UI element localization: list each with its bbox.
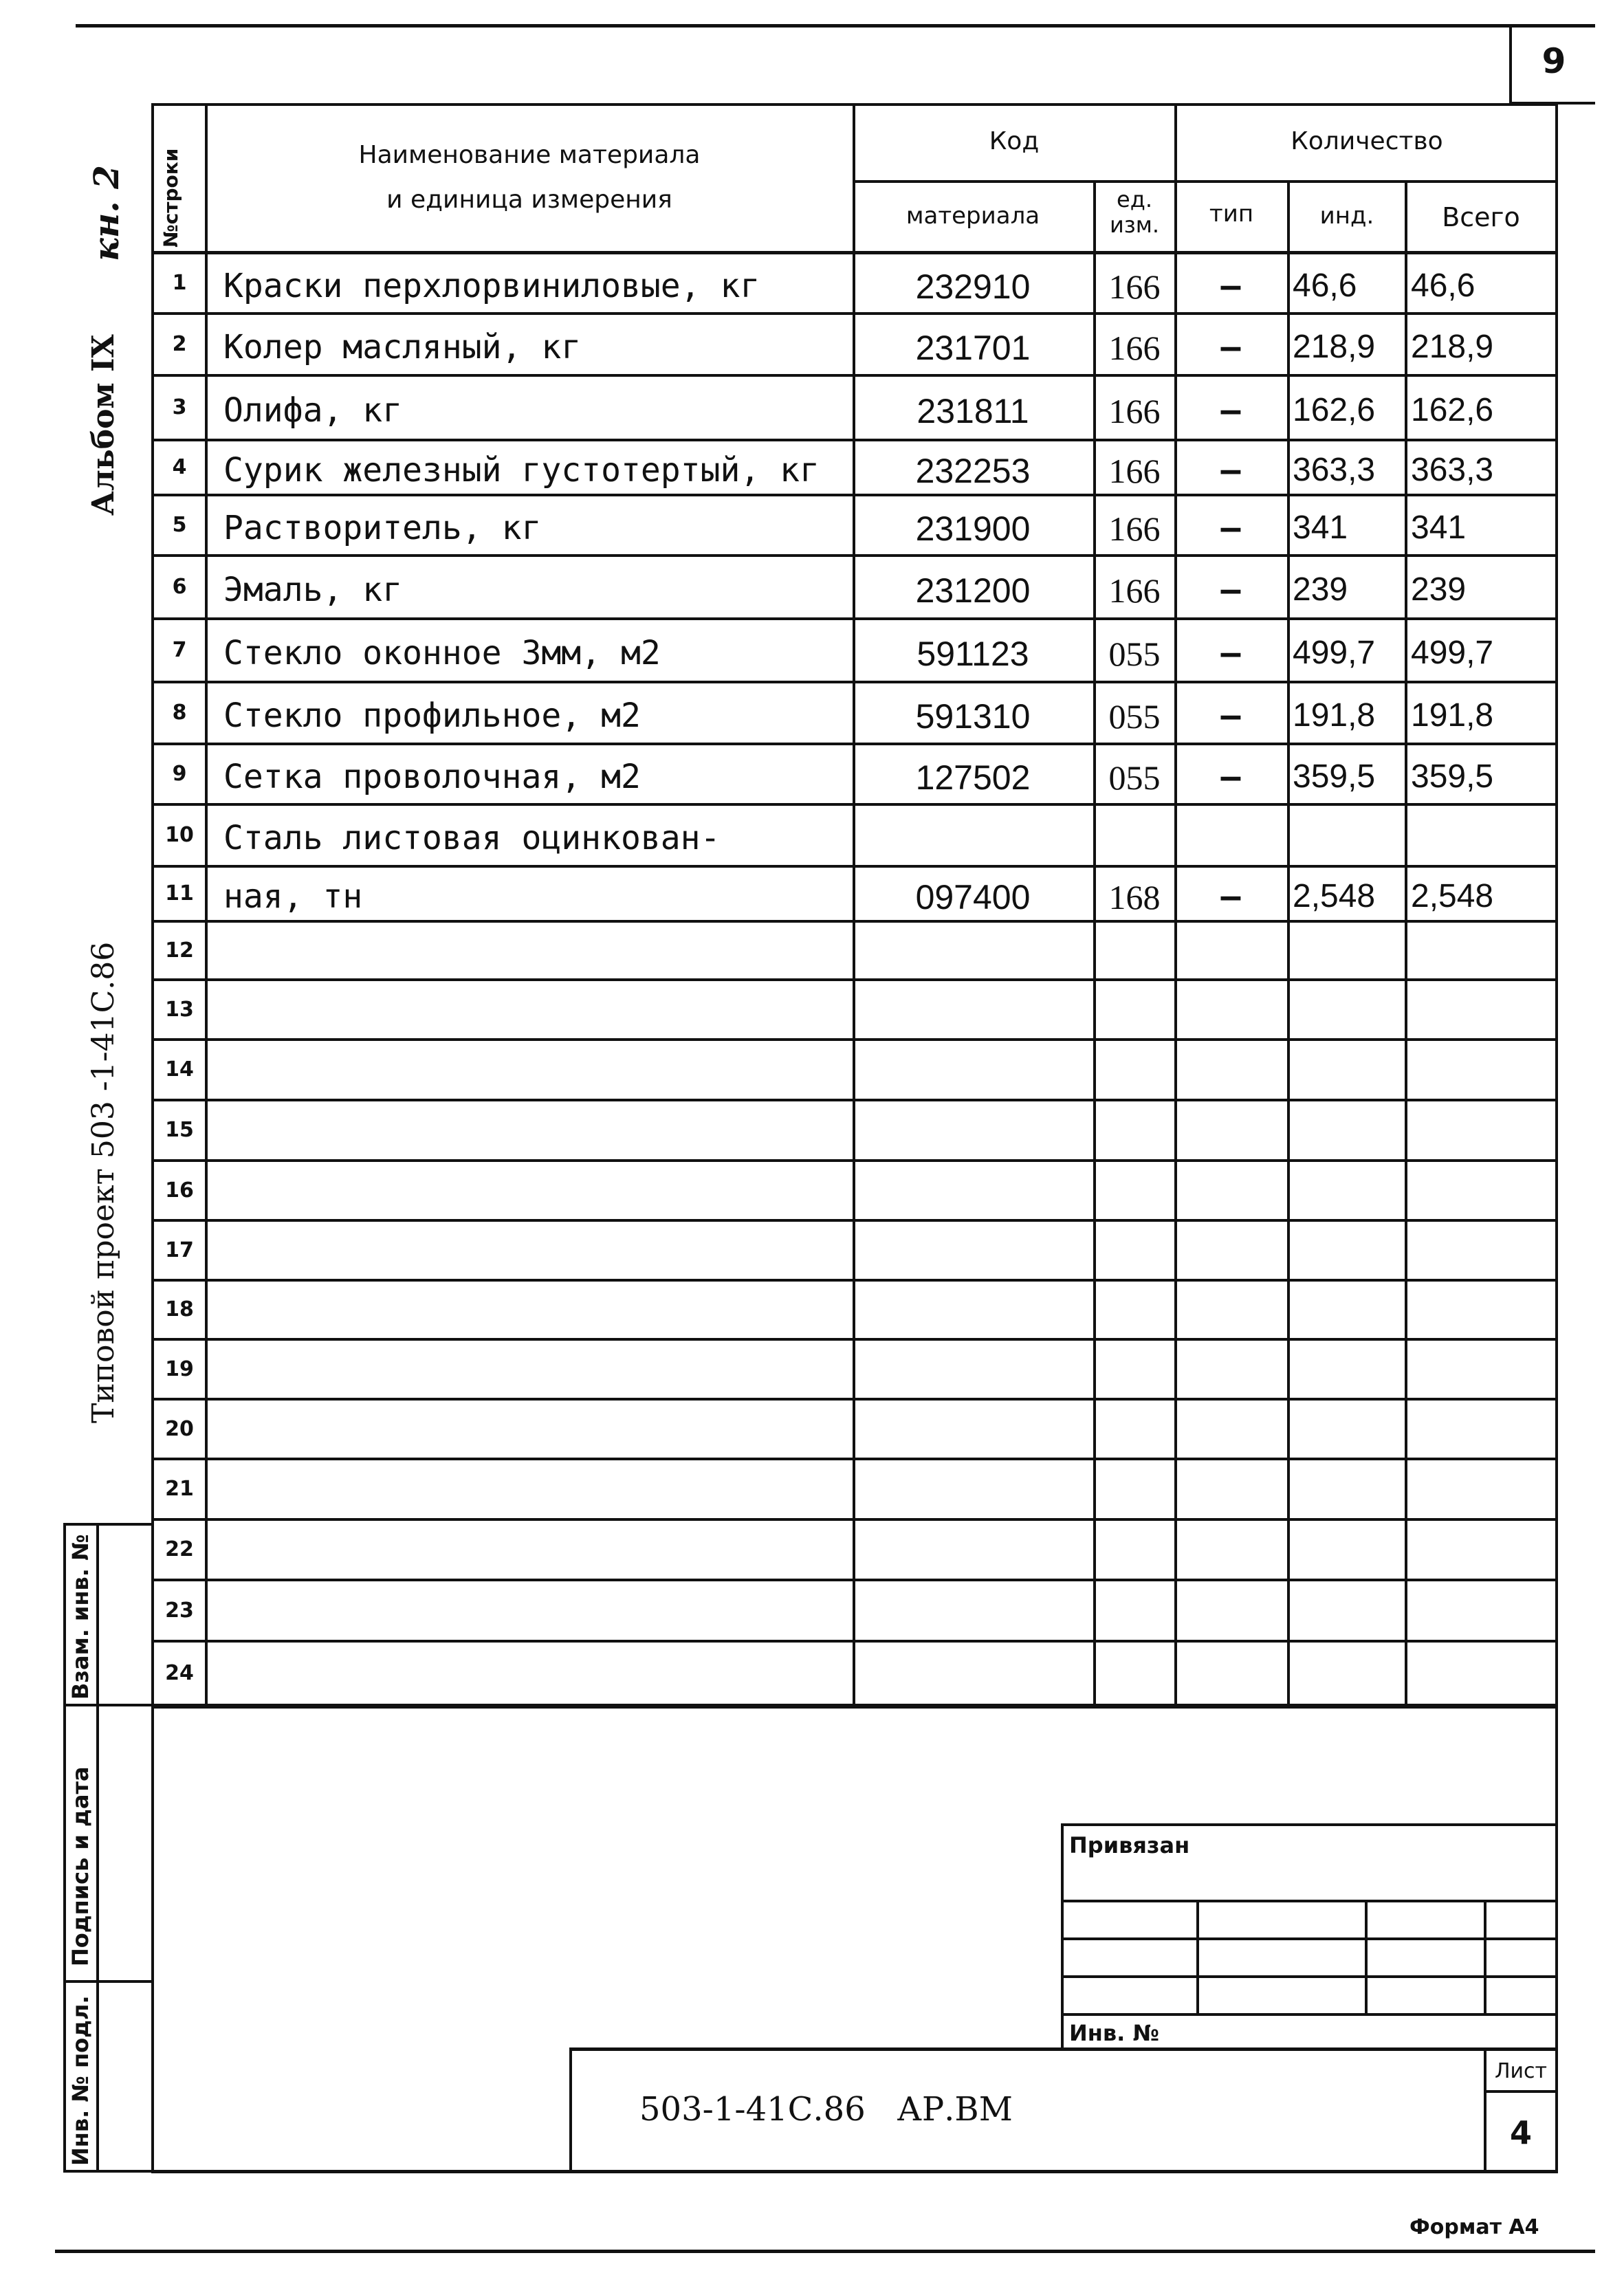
type-value: –: [1220, 696, 1241, 735]
tb-list-sep: [1484, 2090, 1558, 2093]
type-value: –: [1220, 509, 1241, 547]
header-kod: Код: [989, 127, 1040, 155]
ind-quantity: 46,6: [1293, 267, 1357, 304]
row-number: 1: [172, 271, 187, 295]
row-number: 4: [172, 455, 187, 479]
page-bottom: [151, 2170, 1558, 2173]
inv-podl-label: Инв. № подл.: [67, 1995, 94, 2166]
stamp-col-bottom: [63, 2170, 153, 2173]
row-separator: [151, 803, 1558, 806]
total-quantity: 341: [1411, 509, 1467, 546]
material-name: Стекло профильное, м2: [223, 696, 641, 735]
row-separator: [151, 617, 1558, 620]
row-separator: [151, 978, 1558, 981]
row-separator: [151, 1458, 1558, 1460]
row-number: 22: [165, 1537, 194, 1561]
row-number: 13: [165, 997, 194, 1022]
unit-code: 166: [1108, 392, 1161, 430]
row-separator: [151, 439, 1558, 441]
list-label: Лист: [1494, 2059, 1548, 2083]
stamp-col-top: [63, 1523, 153, 1526]
col-line-name: [853, 103, 855, 1707]
inv-no-label: Инв. №: [1069, 2020, 1159, 2046]
material-code: 232253: [915, 452, 1031, 490]
page-number: 9: [1541, 41, 1566, 81]
tb-line-1: [1061, 1823, 1558, 1826]
material-name: Сурик железный густотертый, кг: [223, 451, 820, 490]
material-name: Краски перхлорвиниловые, кг: [223, 267, 760, 305]
row-number: 12: [165, 938, 194, 963]
ind-quantity: 218,9: [1293, 329, 1376, 365]
row-number: 9: [172, 762, 187, 786]
side-book-label: кн. 2: [86, 165, 127, 261]
table-left: [151, 103, 154, 2173]
row-separator: [151, 1518, 1558, 1521]
tb-vline-3: [1365, 1900, 1368, 2013]
material-name: Растворитель, кг: [223, 509, 542, 547]
type-value: –: [1220, 571, 1241, 609]
type-value: –: [1220, 634, 1241, 672]
total-quantity: 363,3: [1411, 452, 1494, 488]
row-number: 14: [165, 1057, 194, 1081]
header-material: материала: [906, 202, 1040, 230]
header-ind: инд.: [1319, 202, 1374, 230]
total-quantity: 218,9: [1411, 329, 1494, 365]
row-number: 15: [165, 1118, 194, 1142]
row-number: 21: [165, 1477, 194, 1501]
table-right: [1555, 103, 1558, 2173]
total-quantity: 239: [1411, 571, 1467, 608]
material-code: 231701: [915, 329, 1031, 367]
material-name: Колер масляный, кг: [223, 328, 582, 366]
unit-code: 166: [1108, 267, 1161, 306]
header-ed-izm: ед. изм.: [1109, 186, 1160, 238]
ind-quantity: 2,548: [1293, 878, 1376, 914]
row-separator: [151, 1159, 1558, 1162]
unit-code: 166: [1108, 509, 1161, 548]
page-number-box-left: [1509, 24, 1512, 103]
row-separator: [151, 743, 1558, 745]
total-quantity: 46,6: [1411, 267, 1475, 304]
ind-quantity: 363,3: [1293, 452, 1376, 488]
total-quantity: 162,6: [1411, 392, 1494, 428]
row-separator: [151, 312, 1558, 315]
format-label: Формат А4: [1409, 2215, 1539, 2239]
stamp-col-divider: [96, 1523, 99, 2173]
material-code: 231200: [915, 571, 1031, 610]
material-name: ная, тн: [223, 877, 363, 916]
header-tip: тип: [1209, 200, 1254, 228]
material-code: 232910: [915, 267, 1031, 306]
type-value: –: [1220, 391, 1241, 430]
document-code: 503-1-41С.86 АР.ВМ: [639, 2090, 1013, 2129]
material-name: Олифа, кг: [223, 391, 403, 430]
row-separator: [151, 1219, 1558, 1222]
material-name: Эмаль, кг: [223, 571, 403, 609]
row-number: 7: [172, 638, 187, 662]
header-vsego: Всего: [1442, 202, 1520, 232]
ind-quantity: 191,8: [1293, 697, 1376, 734]
ind-quantity: 359,5: [1293, 758, 1376, 795]
type-value: –: [1220, 328, 1241, 366]
row-separator: [151, 1704, 1558, 1706]
side-album-label: Альбом IX: [86, 334, 121, 516]
total-quantity: 359,5: [1411, 758, 1494, 795]
row-number: 3: [172, 395, 187, 419]
subheader-line: [853, 180, 1558, 183]
row-number: 10: [165, 823, 194, 847]
row-separator: [151, 865, 1558, 868]
material-code: 097400: [915, 878, 1031, 916]
ind-quantity: 162,6: [1293, 392, 1376, 428]
row-number: 6: [172, 575, 187, 599]
total-quantity: 499,7: [1411, 635, 1494, 671]
tb-vline-code-left: [569, 2047, 572, 2173]
tb-vline-4: [1484, 1900, 1486, 2013]
row-separator: [151, 920, 1558, 923]
row-number: 19: [165, 1357, 194, 1381]
row-number: 11: [165, 881, 194, 905]
material-name: Сетка проволочная, м2: [223, 758, 641, 796]
material-code: 127502: [915, 758, 1031, 797]
row-separator: [151, 1579, 1558, 1581]
vzam-inv-label: Взам. инв. №: [67, 1534, 94, 1700]
row-separator: [151, 494, 1558, 496]
row-separator: [151, 1398, 1558, 1401]
unit-code: 168: [1108, 878, 1161, 916]
header-name-line2: и единица измерения: [386, 186, 672, 214]
header-name-line1: Наименование материала: [358, 141, 701, 169]
material-code: 591310: [915, 697, 1031, 736]
header-row-no: №строки: [160, 148, 182, 248]
type-value: –: [1220, 451, 1241, 490]
total-quantity: 191,8: [1411, 697, 1494, 734]
unit-code: 055: [1108, 697, 1161, 736]
row-separator: [151, 1338, 1558, 1341]
ind-quantity: 499,7: [1293, 635, 1376, 671]
row-number: 24: [165, 1660, 194, 1685]
ind-quantity: 341: [1293, 509, 1348, 546]
col-line-num: [205, 103, 208, 1707]
type-value: –: [1220, 877, 1241, 916]
row-number: 20: [165, 1416, 194, 1441]
type-value: –: [1220, 267, 1241, 305]
row-number: 23: [165, 1598, 194, 1623]
list-number: 4: [1509, 2114, 1532, 2151]
row-number: 8: [172, 701, 187, 725]
row-separator: [151, 554, 1558, 557]
tb-line-5: [1061, 2013, 1558, 2016]
row-number: 16: [165, 1178, 194, 1203]
material-code: 231900: [915, 509, 1031, 548]
material-name: Стекло оконное 3мм, м2: [223, 634, 661, 672]
material-code: 591123: [917, 635, 1029, 673]
row-number: 2: [172, 332, 187, 356]
row-separator: [151, 1038, 1558, 1041]
row-number: 18: [165, 1297, 194, 1321]
ind-quantity: 239: [1293, 571, 1348, 608]
tb-line-6: [569, 2047, 1558, 2051]
unit-code: 166: [1108, 571, 1161, 610]
tb-vline-2: [1196, 1900, 1199, 2013]
unit-code: 055: [1108, 635, 1161, 673]
stamp-col-sep1: [63, 1704, 153, 1706]
podpis-data-label: Подпись и дата: [67, 1766, 94, 1966]
unit-code: 055: [1108, 758, 1161, 797]
material-code: 231811: [917, 392, 1029, 430]
header-kolichestvo: Количество: [1291, 127, 1443, 155]
row-separator: [151, 374, 1558, 377]
side-project-label: Типовой проект 503 -1-41С.86: [86, 941, 121, 1423]
footer-rule: [55, 2250, 1595, 2253]
total-quantity: 2,548: [1411, 878, 1494, 914]
stamp-col-left: [63, 1523, 66, 2173]
type-value: –: [1220, 758, 1241, 796]
material-name: Сталь листовая оцинкован-: [223, 819, 721, 857]
row-number: 5: [172, 513, 187, 537]
tb-vline-left: [1061, 1823, 1064, 2050]
unit-code: 166: [1108, 329, 1161, 367]
top-rule: [76, 24, 1595, 28]
row-separator: [151, 681, 1558, 683]
stamp-col-sep2: [63, 1980, 153, 1983]
col-line-tip: [1287, 180, 1290, 1707]
row-separator: [151, 1279, 1558, 1282]
row-separator: [151, 1099, 1558, 1101]
col-line-ind: [1405, 180, 1407, 1707]
privyazan-label: Привязан: [1069, 1832, 1190, 1858]
row-number: 17: [165, 1238, 194, 1262]
row-separator: [151, 1640, 1558, 1643]
unit-code: 166: [1108, 452, 1161, 490]
